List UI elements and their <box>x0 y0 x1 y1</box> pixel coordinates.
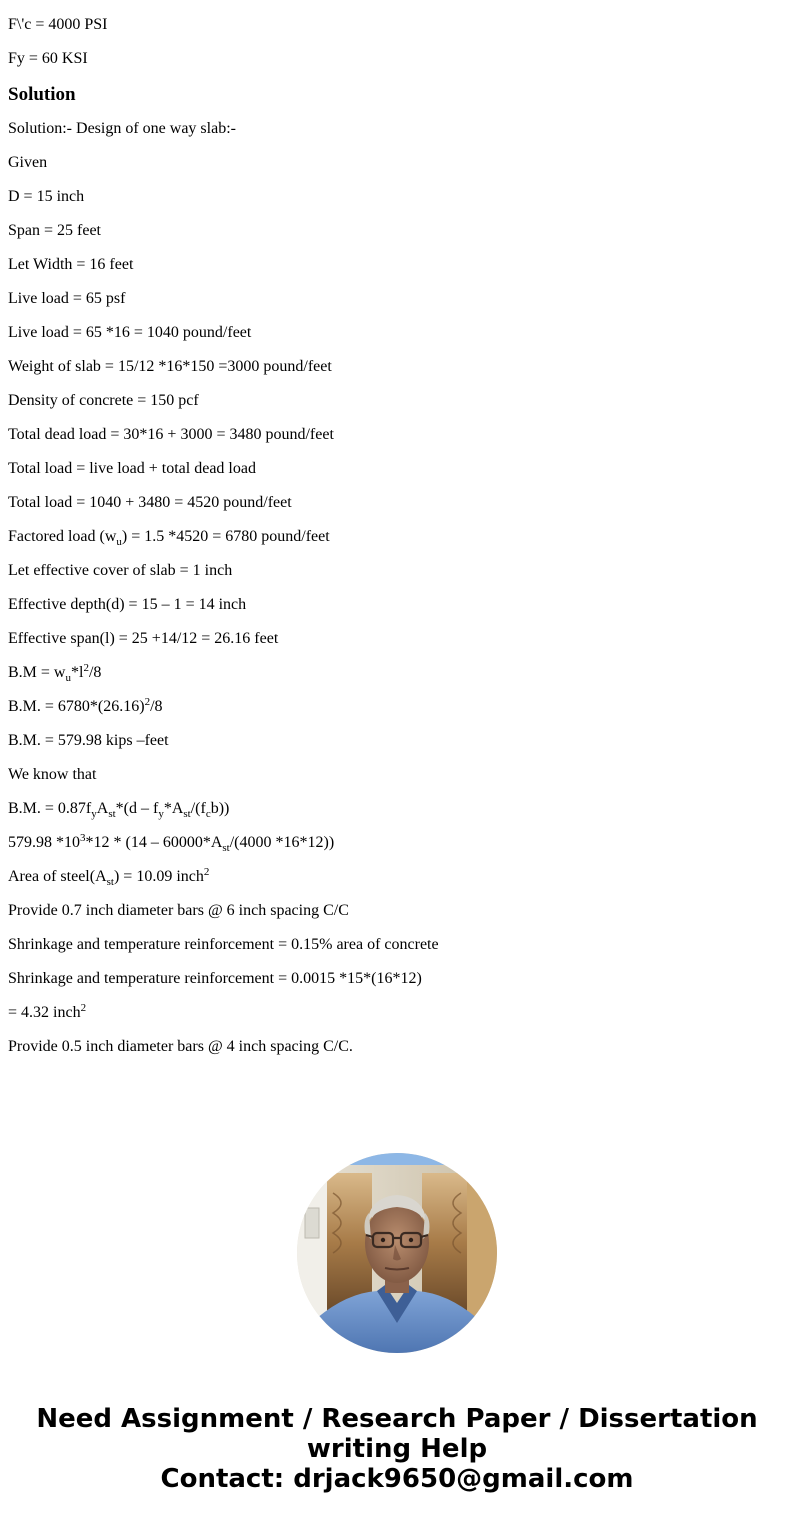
moment-equation: 579.98 $*10^3*12 * (14 - 60000*A_{st}/(4000$ *16*12)) <box>8 832 335 854</box>
factored-load-line: Factored load $(w_u) = 1.5$ *4520 = 6780 pound/feet <box>8 528 330 548</box>
shrinkage-area-result: = 4.32 inch$^2$ <box>8 1002 87 1021</box>
solution-line: Live load = 65 psf <box>8 290 126 307</box>
author-photo <box>297 1153 497 1353</box>
banner-line: writing Help <box>306 1434 488 1464</box>
solution-line: B.M. = 579.98 kips –feet <box>8 732 169 749</box>
solution-line: Total dead load = 30*16 + 3000 = 3480 pound/feet <box>8 426 334 443</box>
solution-line: Live load = 65 *16 = 1040 pound/feet <box>8 324 252 341</box>
bending-moment-calc: B.M. = $6780*(26.16)^2/8$ <box>8 696 163 715</box>
solution-line: Weight of slab = 15/12 *16*150 =3000 pound/feet <box>8 358 332 375</box>
moment-capacity-formula: B.M. = $0.87f_yA_{st}*(d - f_y*A_{st}/(f_cb))$ <box>8 800 230 820</box>
solution-line: D = 15 inch <box>8 188 85 205</box>
concrete-strength-line: F\'c = 4000 PSI <box>8 16 108 33</box>
solution-line: Total load = 1040 + 3480 = 4520 pound/feet <box>8 494 292 511</box>
bending-moment-formula: $B.M = w_u*l^2/8$ <box>8 662 102 684</box>
contact-email[interactable]: Contact: drjack9650@gmail.com <box>160 1464 634 1494</box>
steel-yield-line: Fy = 60 KSI <box>8 50 88 67</box>
contact-banner <box>0 1404 794 1494</box>
document-body <box>8 0 778 1072</box>
solution-line: Let Width = 16 feet <box>8 256 134 273</box>
solution-line: Density of concrete = 150 pcf <box>8 392 199 409</box>
steel-area-result: Area of $steel(A_{st}) = 10.09$ inch$^2$ <box>8 866 210 888</box>
solution-line: Given <box>8 154 48 171</box>
solution-line: Provide 0.7 inch diameter bars @ 6 inch spacing C/C <box>8 902 349 919</box>
solution-line: Span = 25 feet <box>8 222 101 239</box>
portrait-image <box>297 1153 497 1353</box>
solution-line: Effective depth(d) = 15 – 1 = 14 inch <box>8 596 247 613</box>
banner-line: Need Assignment / Research Paper / Dissertation <box>36 1404 758 1434</box>
solution-line: Let effective cover of slab = 1 inch <box>8 562 233 579</box>
solution-line: Provide 0.5 inch diameter bars @ 4 inch spacing C/C. <box>8 1038 353 1055</box>
solution-line: Shrinkage and temperature reinforcement = 0.15% area of concrete <box>8 936 439 953</box>
solution-line: Shrinkage and temperature reinforcement = 0.0015 *15*(16*12) <box>8 970 422 987</box>
solution-line: Effective span(l) = 25 +14/12 = 26.16 feet <box>8 630 279 647</box>
solution-line: We know that <box>8 766 97 783</box>
solution-line: Solution:- Design of one way slab:- <box>8 120 236 137</box>
solution-line: Total load = live load + total dead load <box>8 460 256 477</box>
solution-heading: Solution <box>8 84 76 105</box>
